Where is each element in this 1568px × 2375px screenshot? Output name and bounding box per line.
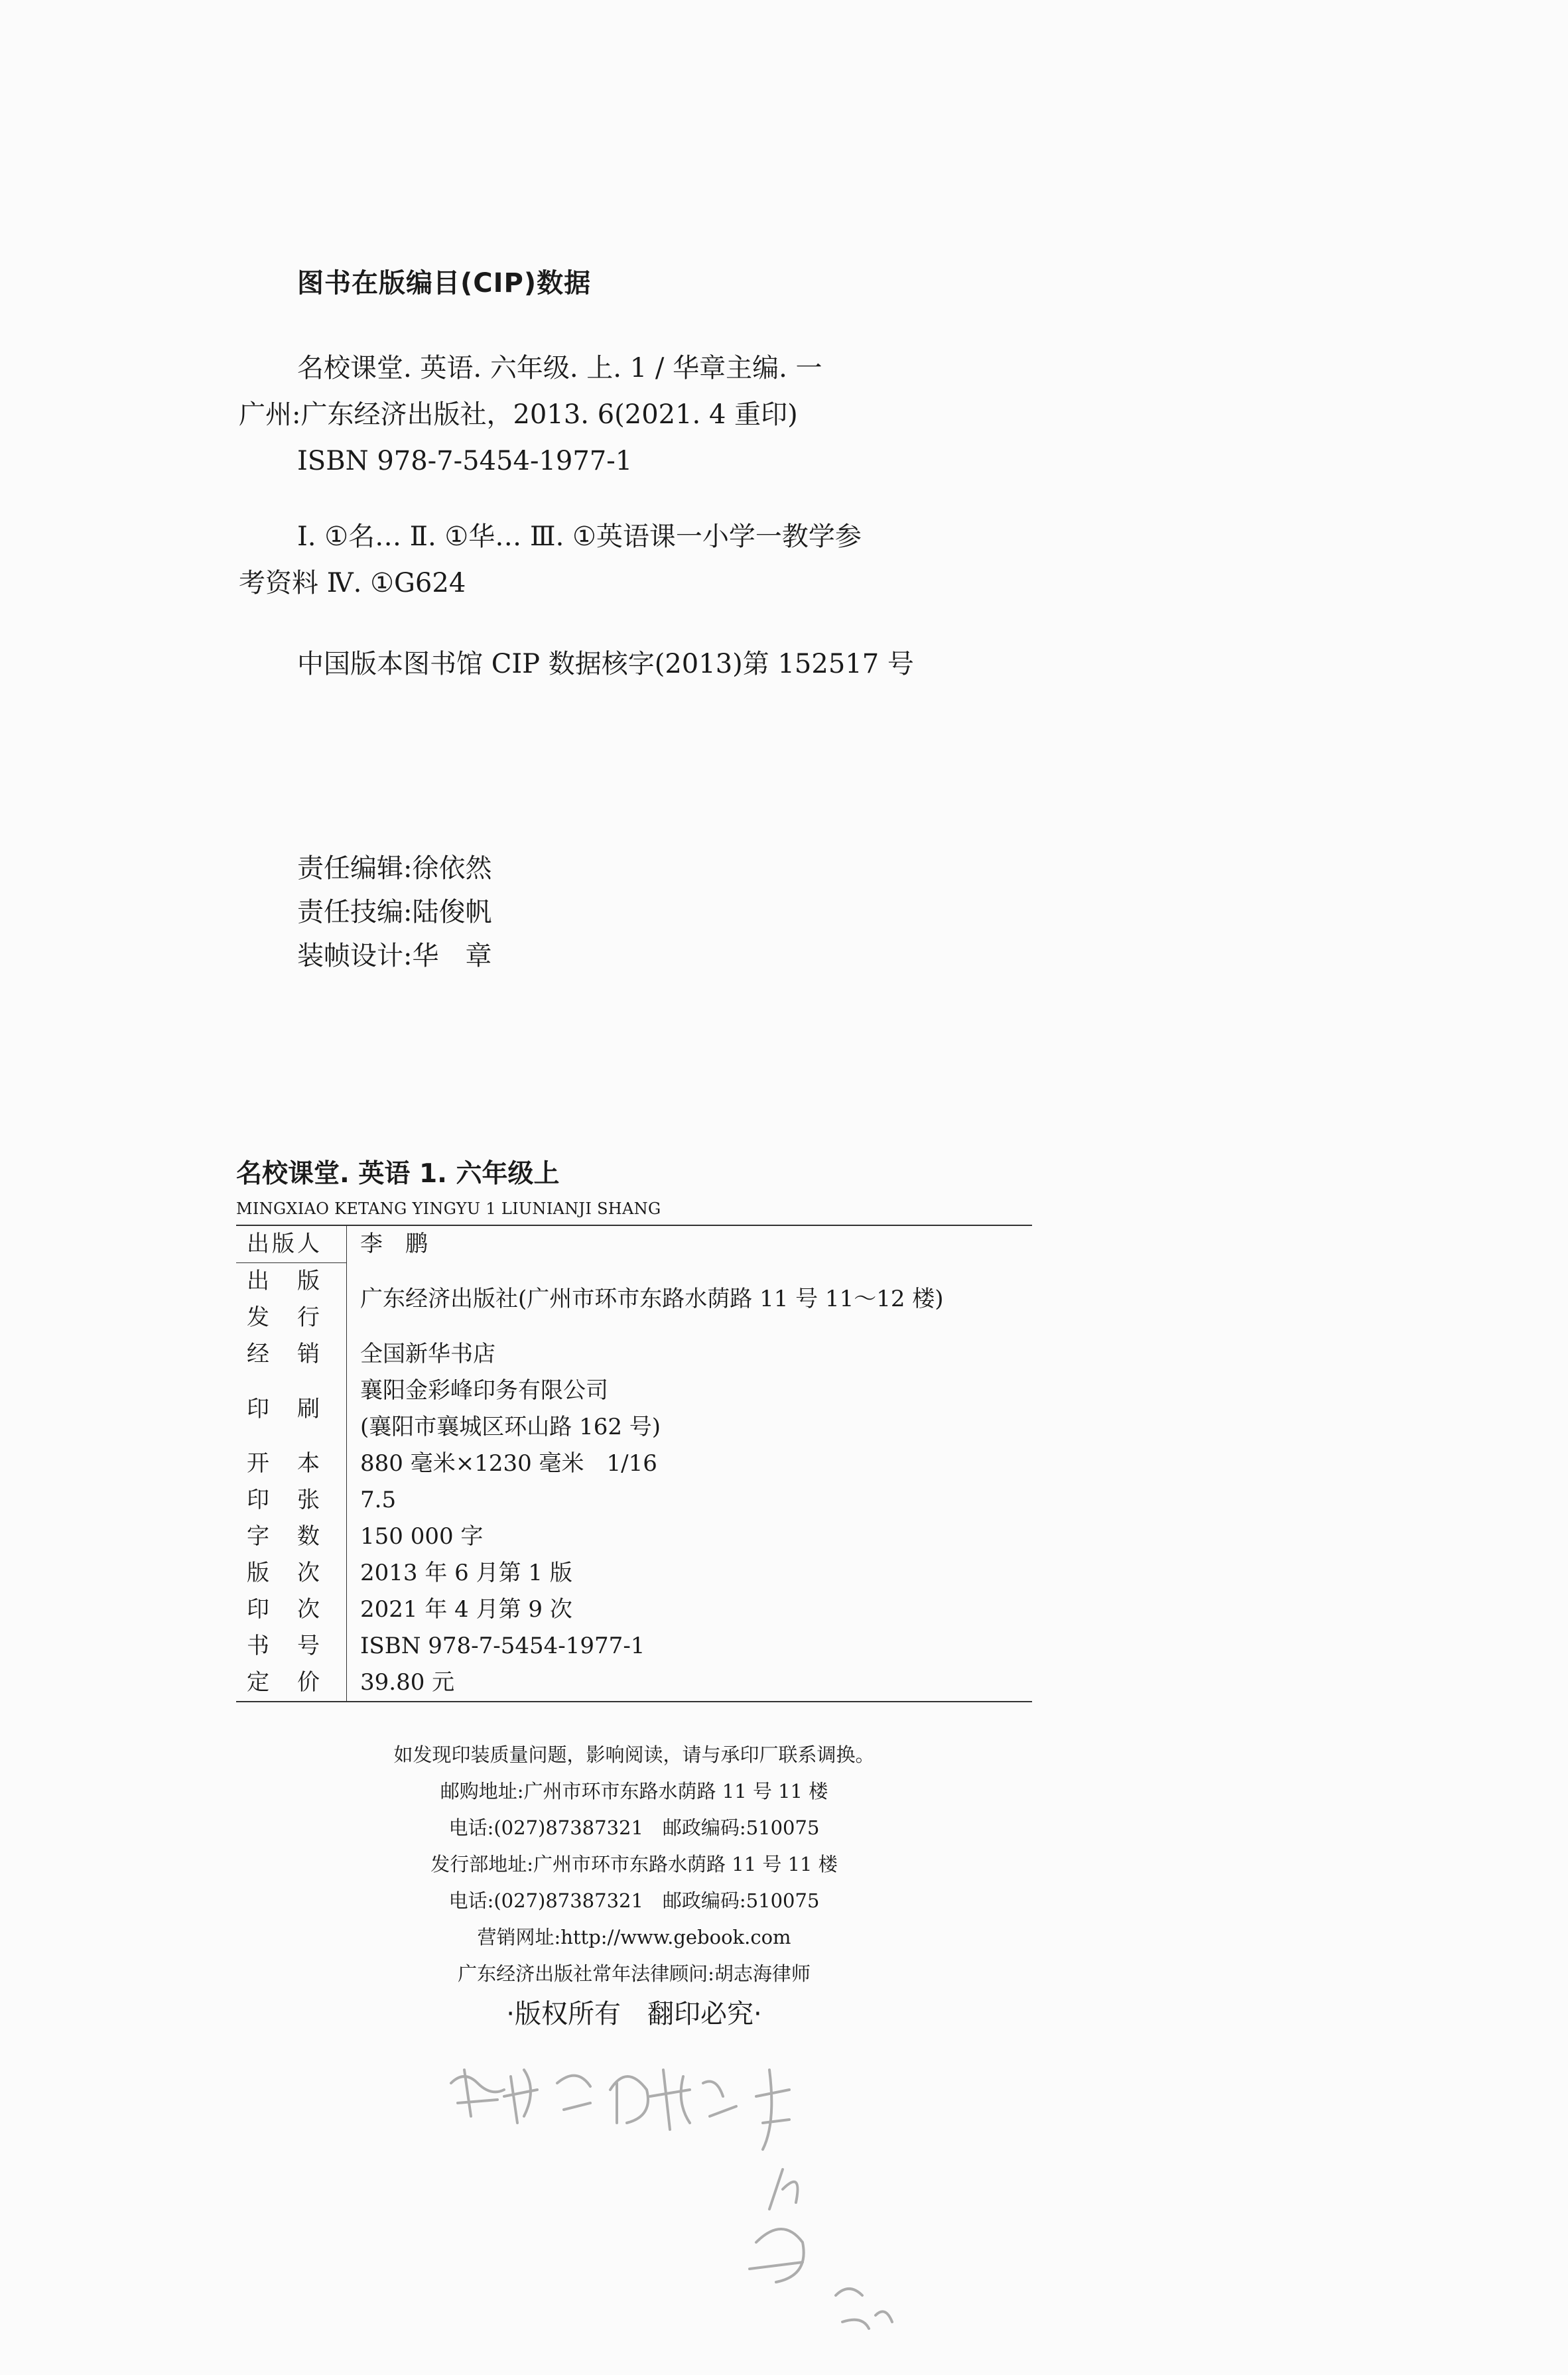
publication-info-table xyxy=(236,1225,1032,1702)
credit-editor: 责任编辑:徐依然 xyxy=(297,853,492,884)
info-row-key: 字 数 xyxy=(236,1519,347,1555)
info-row-key: 定 价 xyxy=(236,1664,347,1702)
info-row xyxy=(236,1592,1032,1628)
info-row-key: 印 张 xyxy=(236,1482,347,1519)
info-row xyxy=(236,1664,1032,1702)
handwritten-marks xyxy=(411,2043,1008,2375)
info-row xyxy=(236,1336,1032,1373)
info-row-value: 39.80 元 xyxy=(360,1669,455,1696)
info-row-key: 书 号 xyxy=(236,1628,347,1664)
info-row-value: 广东经济出版社(广州市环市东路水荫路 11 号 11～12 楼) xyxy=(360,1286,944,1313)
info-row-key: 印 刷 xyxy=(236,1373,347,1446)
info-row-value: 2013 年 6 月第 1 版 xyxy=(360,1560,572,1586)
footer-line: 如发现印装质量问题，影响阅读，请与承印厂联系调换。 xyxy=(393,1743,875,1766)
info-row-value: 7.5 xyxy=(360,1487,397,1513)
footer-line: 发行部地址:广州市环市东路水荫路 11 号 11 楼 xyxy=(430,1853,838,1875)
info-row xyxy=(236,1263,1032,1337)
info-row-value: 襄阳金彩峰印务有限公司 (襄阳市襄城区环山路 162 号) xyxy=(360,1377,661,1440)
info-row-key: 出 版 发 行 xyxy=(236,1263,347,1337)
book-pinyin: MINGXIAO KETANG YINGYU 1 LIUNIANJI SHANG xyxy=(236,1199,661,1218)
info-row xyxy=(236,1373,1032,1446)
info-row-key: 版 次 xyxy=(236,1555,347,1592)
info-row xyxy=(236,1555,1032,1592)
rights-notice: ·版权所有 翻印必究· xyxy=(506,1999,762,2029)
info-row-key: 开 本 xyxy=(236,1446,347,1482)
footer-line: 电话:(027)87387321 邮政编码:510075 xyxy=(448,1889,820,1912)
cip-class-line2: 考资料 Ⅳ. ①G624 xyxy=(239,568,466,598)
info-row-value: 李 鹏 xyxy=(360,1231,428,1258)
cip-isbn: ISBN 978-7-5454-1977-1 xyxy=(297,446,633,476)
colophon xyxy=(236,1153,1032,1702)
footer-line: 广东经济出版社常年法律顾问:胡志海律师 xyxy=(458,1962,811,1985)
credit-tech-editor: 责任技编:陆俊帆 xyxy=(297,897,492,927)
book-title: 名校课堂. 英语 1. 六年级上 xyxy=(236,1159,560,1189)
info-row-key: 出版人 xyxy=(236,1225,347,1263)
info-row xyxy=(236,1225,1032,1263)
credit-designer: 装帧设计:华 章 xyxy=(297,941,492,971)
cip-entry-line2: 广州:广东经济出版社，2013. 6(2021. 4 重印) xyxy=(239,399,798,430)
cip-block xyxy=(239,262,1035,687)
info-row xyxy=(236,1482,1032,1519)
footer-line: 邮购地址:广州市环市东路水荫路 11 号 11 楼 xyxy=(440,1780,828,1802)
info-row xyxy=(236,1519,1032,1555)
info-row-value: 2021 年 4 月第 9 次 xyxy=(360,1596,572,1623)
footer-line: 电话:(027)87387321 邮政编码:510075 xyxy=(448,1816,820,1839)
info-row-value: 150 000 字 xyxy=(360,1523,484,1550)
info-row-value: ISBN 978-7-5454-1977-1 xyxy=(360,1633,645,1659)
info-row xyxy=(236,1446,1032,1482)
cip-entry-line1: 名校课堂. 英语. 六年级. 上. 1 / 华章主编. 一 xyxy=(297,353,822,383)
info-row-value: 880 毫米×1230 毫米 1/16 xyxy=(360,1450,657,1477)
info-row xyxy=(236,1628,1032,1664)
info-row-key: 经 销 xyxy=(236,1336,347,1373)
info-row-key: 印 次 xyxy=(236,1592,347,1628)
cip-class-line1: Ⅰ. ①名… Ⅱ. ①华… Ⅲ. ①英语课一小学一教学参 xyxy=(297,521,862,552)
info-row-value: 全国新华书店 xyxy=(360,1341,495,1367)
footer-line: 营销网址:http://www.gebook.com xyxy=(477,1926,791,1948)
footer-notes xyxy=(236,1737,1032,2033)
cip-heading: 图书在版编目(CIP)数据 xyxy=(297,268,592,299)
staff-credits xyxy=(297,847,491,978)
cip-approval: 中国版本图书馆 CIP 数据核字(2013)第 152517 号 xyxy=(297,649,914,679)
